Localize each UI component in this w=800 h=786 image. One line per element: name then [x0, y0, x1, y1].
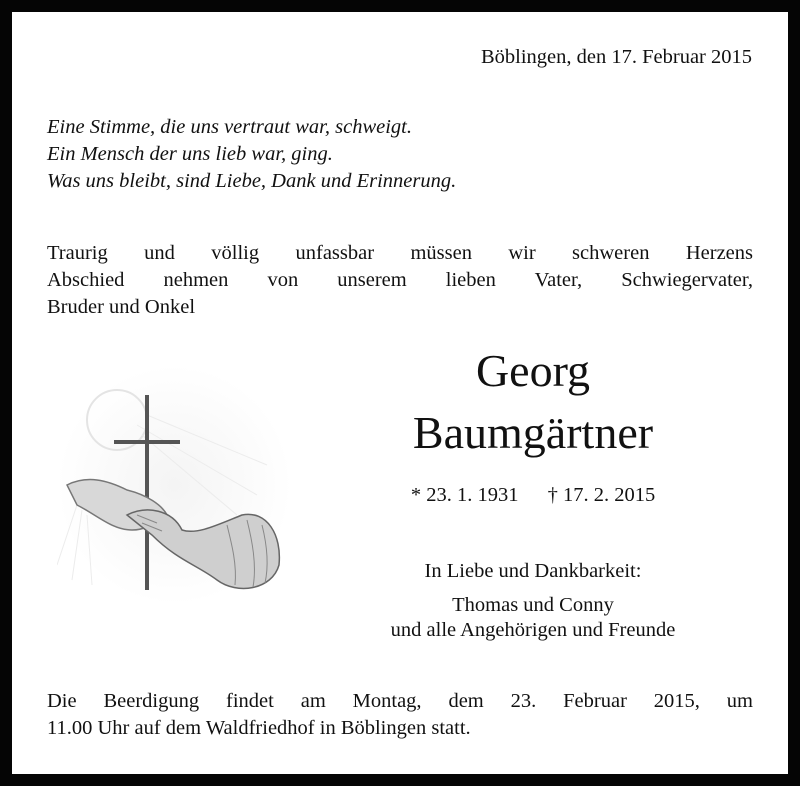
intro-line: Traurig und völlig unfassbar müssen wir schweren Herzens: [47, 242, 753, 264]
funeral-line: 11.00 Uhr auf dem Waldfriedhof in Böblingen statt.: [47, 717, 471, 739]
deceased-name: [320, 340, 746, 464]
thanks-heading: In Liebe und Dankbarkeit:: [424, 560, 642, 582]
intro-line: Bruder und Onkel: [47, 296, 196, 318]
funeral-line: Die Beerdigung findet am Montag, dem 23. Februar 2015, um: [47, 690, 753, 712]
place-date: Böblingen, den 17. Februar 2015: [480, 46, 752, 68]
first-name: Georg: [475, 345, 591, 396]
birth-date: * 23. 1. 1931: [410, 484, 519, 506]
mourners-line: Thomas und Conny: [452, 594, 614, 616]
cross-hands-illustration: [57, 365, 292, 605]
poem-line: Was uns bleibt, sind Liebe, Dank und Erinnerung.: [47, 170, 457, 192]
mourners: [320, 558, 746, 644]
poem: [47, 114, 456, 195]
death-date: † 17. 2. 2015: [547, 484, 656, 506]
poem-line: Ein Mensch der uns lieb war, ging.: [47, 143, 333, 165]
cross-icon: [145, 395, 149, 590]
funeral-info: [47, 688, 753, 742]
last-name: Baumgärtner: [412, 407, 654, 458]
intro-text: [47, 240, 753, 321]
mourners-line: und alle Angehörigen und Freunde: [390, 619, 676, 641]
intro-line: Abschied nehmen von unserem lieben Vater, Schwiegervater,: [47, 269, 753, 291]
life-dates: [320, 482, 746, 509]
poem-line: Eine Stimme, die uns vertraut war, schweigt.: [47, 116, 412, 138]
